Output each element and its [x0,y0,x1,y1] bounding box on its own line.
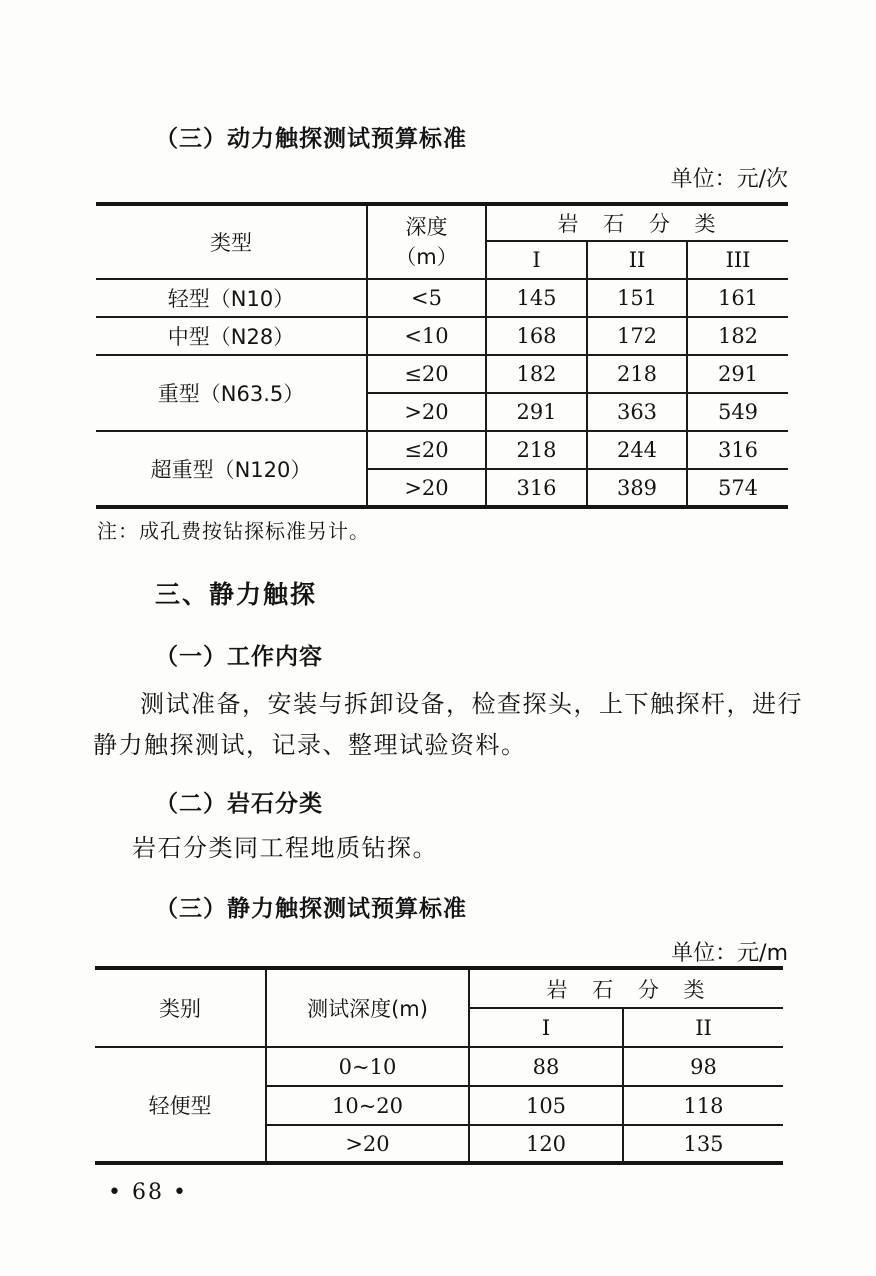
work-content-paragraph-line1: 测试准备，安装与拆卸设备，检查探头，上下触探杆，进行 [140,690,803,718]
table1-value-cell: 145 [486,279,587,317]
table1-value-cell: 316 [687,431,788,469]
table1-type-heavy: 重型（N63.5） [96,355,367,431]
rock-classification-text: 岩石分类同工程地质钻探。 [132,834,438,862]
table2-value-cell: 135 [623,1125,783,1163]
table1-type-medium: 中型（N28） [96,317,367,355]
table1-depth-cell: <10 [367,317,486,355]
unit-label-table1: 单位：元/次 [670,167,788,192]
table1-type-light: 轻型（N10） [96,279,367,317]
table1-value-cell: 389 [587,469,687,507]
table2-value-cell: 120 [469,1125,623,1163]
unit-label-table2: 单位：元/m [671,941,788,966]
table-row [96,431,788,469]
table2-header-rock-class: 岩 石 分 类 [469,968,783,1008]
table1-value-cell: 218 [486,431,587,469]
table2-header-depth: 测试深度(m) [266,968,469,1047]
table2-type-portable: 轻便型 [95,1047,266,1163]
table-row [96,279,788,317]
section-heading-dynamic-sounding-standard: （三）动力触探测试预算标准 [155,126,467,152]
subsection-heading-rock-classification: （二）岩石分类 [155,791,323,817]
dynamic-sounding-table [96,202,788,509]
section-heading-static-sounding-standard: （三）静力触探测试预算标准 [155,896,467,922]
table1-header-rock-class: 岩 石 分 类 [486,204,788,241]
page-number: • 68 • [108,1180,188,1205]
table1-type-superheavy: 超重型（N120） [96,431,367,507]
table1-value-cell: 549 [687,393,788,431]
table2-depth-cell: 0~10 [266,1047,469,1086]
table1-value-cell: 168 [486,317,587,355]
table2-depth-cell: >20 [266,1125,469,1163]
table1-value-cell: 574 [687,469,788,507]
table1-footnote: 注：成孔费按钻探标准另计。 [97,519,370,543]
table1-value-cell: 316 [486,469,587,507]
table1-depth-cell: <5 [367,279,486,317]
table1-value-cell: 291 [486,393,587,431]
table2-value-cell: 88 [469,1047,623,1086]
table1-header-type: 类型 [96,204,367,279]
table1-header-col-1: I [486,241,587,279]
section-heading-static-sounding: 三、静力触探 [155,580,318,609]
table1-value-cell: 151 [587,279,687,317]
table2-value-cell: 118 [623,1086,783,1125]
table1-header-depth-line1: 深度 [405,214,448,239]
table1-value-cell: 291 [687,355,788,393]
table-row [96,317,788,355]
table2-header-type: 类别 [95,968,266,1047]
table1-depth-cell: ≤20 [367,355,486,393]
table2-value-cell: 98 [623,1047,783,1086]
table1-value-cell: 182 [486,355,587,393]
table1-header-depth-line2: （m） [395,245,458,269]
table1-value-cell: 218 [587,355,687,393]
work-content-paragraph-line2: 静力触探测试，记录、整理试验资料。 [93,731,527,759]
table1-value-cell: 363 [587,393,687,431]
table1-value-cell: 182 [687,317,788,355]
table1-header-depth [367,204,486,279]
table-row [96,355,788,393]
subsection-heading-work-content: （一）工作内容 [155,644,323,670]
table1-depth-cell: >20 [367,393,486,431]
table2-header-col-1: I [469,1008,623,1047]
table1-depth-cell: >20 [367,469,486,507]
table2-value-cell: 105 [469,1086,623,1125]
table1-depth-cell: ≤20 [367,431,486,469]
table1-header-col-2: II [587,241,687,279]
table-row [95,1047,783,1086]
table2-header-col-2: II [623,1008,783,1047]
table1-header-col-3: III [687,241,788,279]
table1-value-cell: 244 [587,431,687,469]
table1-value-cell: 172 [587,317,687,355]
static-sounding-table [95,966,783,1165]
table1-value-cell: 161 [687,279,788,317]
table2-depth-cell: 10~20 [266,1086,469,1125]
